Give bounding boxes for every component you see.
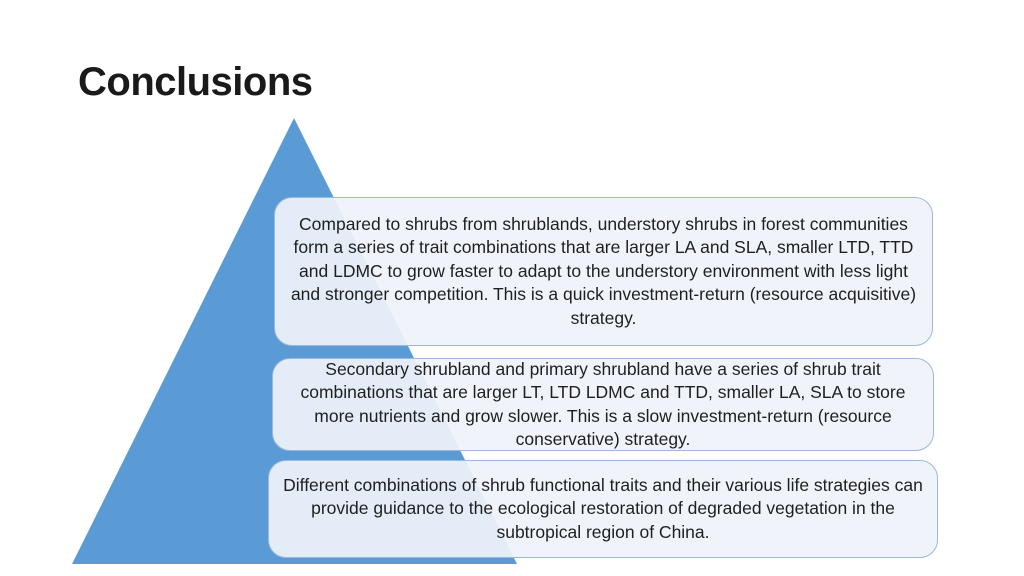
conclusion-box-2 (272, 358, 934, 451)
conclusion-text-3: Different combinations of shrub functional traits and their various life strategies can provide guidance to the ecological restoration of degraded vegetation in the subtropical region of China. (283, 474, 923, 542)
slide-title: Conclusions (78, 60, 313, 104)
conclusion-box-1 (274, 197, 933, 346)
conclusion-text-2: Secondary shrubland and primary shrubland have a series of shrub trait combinations that are larger LT, LTD LDMC and TTD, smaller LA, SLA to store more nutrients and grow slower. This is a slow investment-return (resource conservative) strategy. (300, 358, 906, 449)
conclusion-box-3 (268, 460, 938, 558)
conclusion-text-1: Compared to shrubs from shrublands, understory shrubs in forest communities form a series of trait combinations that are larger LA and SLA, smaller LTD, TTD and LDMC to grow faster to adapt to the understory environment with less light and stronger competition. This is a quick investment-return (resource acquisitive) strategy. (290, 213, 917, 328)
